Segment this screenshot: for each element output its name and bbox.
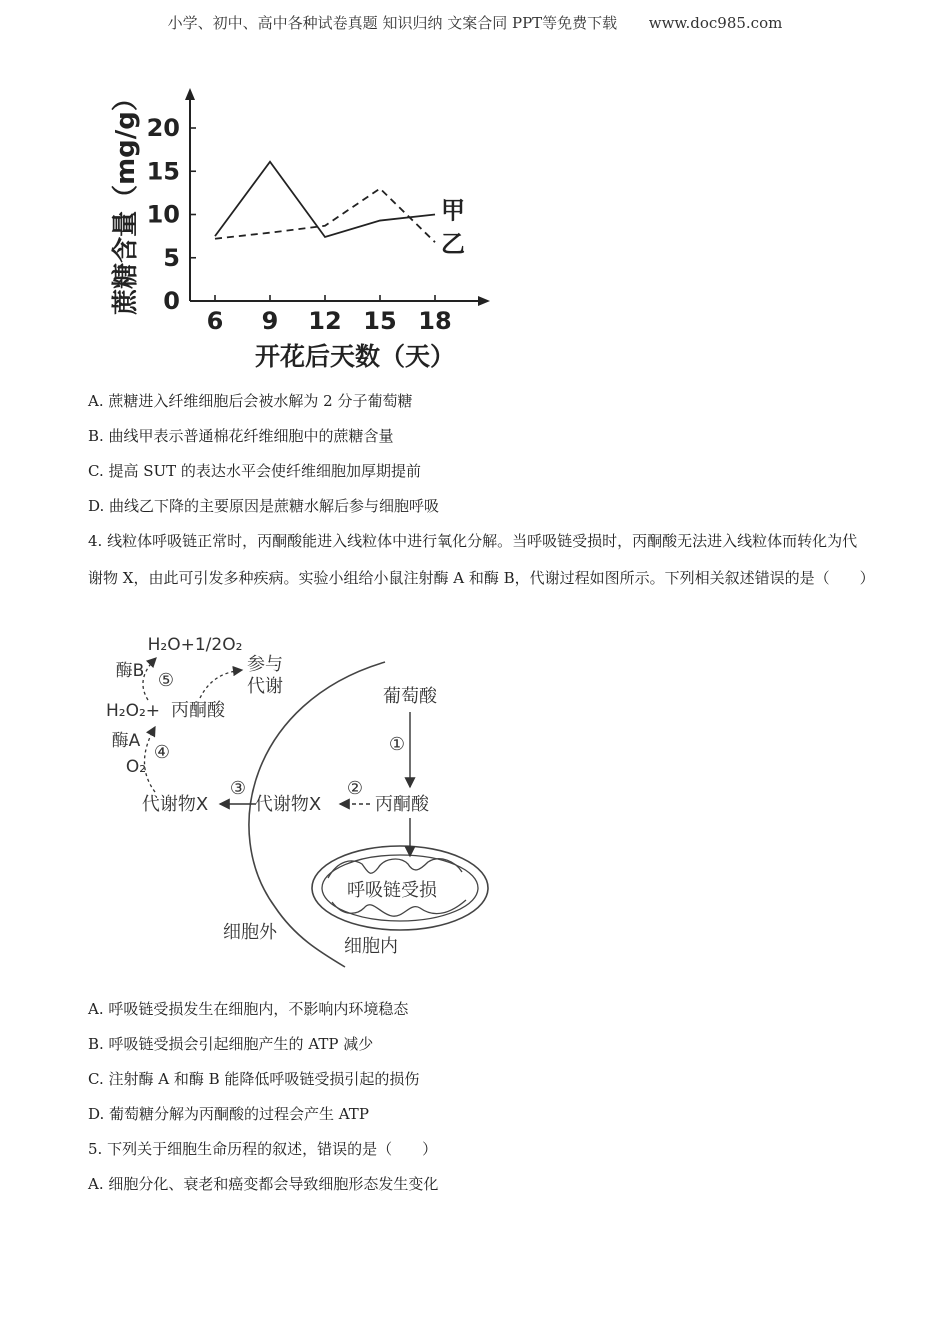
participate-label: 参与 [247,654,283,675]
page-header [0,12,950,33]
metabolism-diagram [100,632,520,977]
o2-label: O₂ [125,757,147,777]
y-tick-label: 5 [163,243,180,272]
step4-label: ④ [153,742,171,763]
x-axis-label: 开花后天数（天） [254,342,456,371]
q3-option-c: C. 提高 SUT 的表达水平会使纤维细胞加厚期提前 [88,462,421,480]
q5-stem: 5. 下列关于细胞生命历程的叙述，错误的是（ ） [88,1140,438,1158]
x-tick-label: 18 [418,307,452,335]
metabolism-label: 代谢 [247,676,283,697]
q3-option-b: B. 曲线甲表示普通棉花纤维细胞中的蔗糖含量 [88,427,394,445]
q3-option-a: A. 蔗糖进入纤维细胞后会被水解为 2 分子葡萄糖 [88,392,413,410]
y-tick-label: 10 [146,200,180,229]
y-ticks [147,114,196,315]
x-tick-label: 6 [206,307,224,335]
inside-label: 细胞内 [344,936,398,957]
pyruvate-out-label: 丙酮酸 [171,700,225,721]
sucrose-chart [100,80,500,380]
q5-option-a: A. 细胞分化、衰老和癌变都会导致细胞形态发生变化 [88,1175,439,1193]
step2-label: ② [346,778,364,799]
metab-x-in-label: 代谢物X [254,794,322,815]
step1-label: ① [388,734,406,755]
y-axis [185,88,195,301]
metab-x-out-label: 代谢物X [141,794,209,815]
arrow-participate [200,670,242,698]
y-axis-label: 蔗糖含量（mg/g） [111,85,141,315]
h2o-o2-label: H₂O+1/2O₂ [147,635,243,655]
q3-option-d: D. 曲线乙下降的主要原因是蔗糖水解后参与细胞呼吸 [88,497,440,515]
x-tick-label: 15 [363,307,397,335]
q4-option-b: B. 呼吸链受损会引起细胞产生的 ATP 减少 [88,1035,374,1053]
series-labels [441,197,465,259]
q4-option-c: C. 注射酶 A 和酶 B 能降低呼吸链受损引起的损伤 [88,1070,420,1088]
q4-option-a: A. 呼吸链受损发生在细胞内，不影响内环境稳态 [88,1000,409,1018]
step5-label: ⑤ [157,670,175,691]
y-tick-label: 15 [146,157,180,186]
step3-label: ③ [229,778,247,799]
outside-label: 细胞外 [223,922,277,943]
x-tick-label: 12 [308,307,342,335]
header-site: www.doc985.com [648,14,783,32]
header-text: 小学、初中、高中各种试卷真题 知识归纳 文案合同 PPT等免费下载 [167,14,618,32]
enzyme-b-label: 酶B [115,661,145,681]
x-axis [190,296,490,306]
y-tick-label: 20 [146,114,180,142]
series-label: 甲 [441,196,465,225]
x-tick-label: 9 [261,307,279,335]
series-lines [215,162,435,243]
mito-label: 呼吸链受损 [347,880,437,901]
h2o2-label: H₂O₂+ [105,701,161,721]
series-line-yi [215,189,435,243]
q4-stem: 4. 线粒体呼吸链正常时，丙酮酸能进入线粒体中进行氧化分解。当呼吸链受损时，丙酮酸无法进入线粒体而转化为代谢物 X，由此可引发多种疾病。实验小组给小鼠注射酶 A 和酶 B，代谢过程如图所示。下列相关叙述错误的是（ ） [88,532,875,587]
q4-option-d: D. 葡萄糖分解为丙酮酸的过程会产生 ATP [88,1105,369,1123]
y-tick-label: 0 [163,287,180,315]
glucose-label: 葡萄酸 [383,686,437,707]
series-label: 乙 [441,230,465,259]
enzyme-a-label: 酶A [111,731,141,751]
arrow-step5 [143,658,156,700]
pyruvate-in-label: 丙酮酸 [375,794,429,815]
